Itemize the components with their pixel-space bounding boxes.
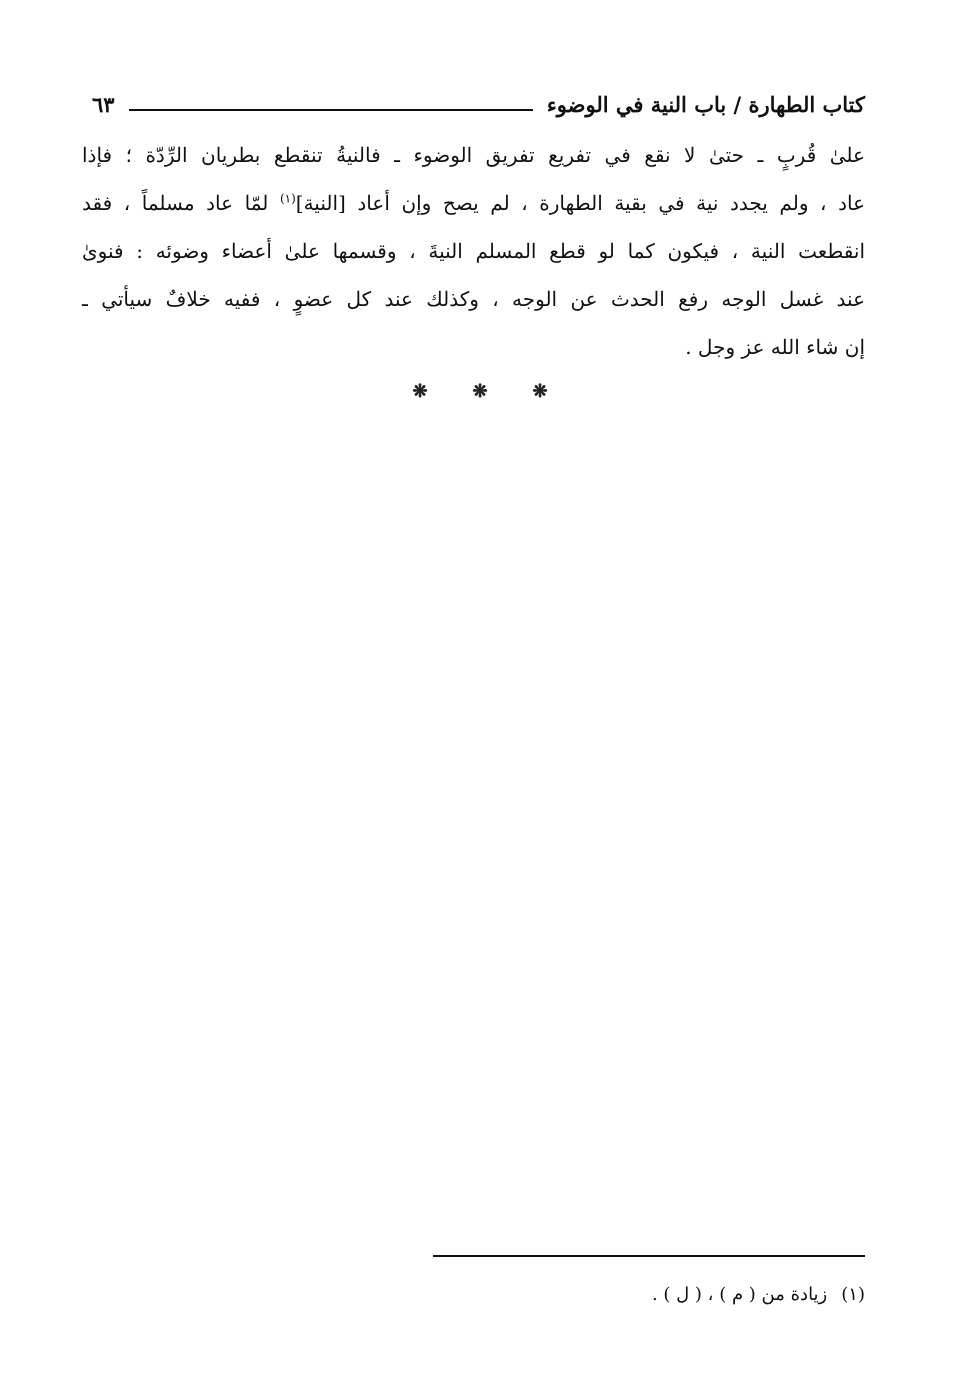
separator-star-icon: ❋ bbox=[472, 380, 488, 402]
body-line-3: انقطعت النية ، فيكون كما لو قطع المسلم النيةَ ، وقسمها علىٰ أعضاء وضوئه : فنوىٰ bbox=[82, 239, 865, 263]
body-line-2-tail: لمّا عاد مسلماً ، فقد bbox=[82, 191, 280, 215]
section-separator bbox=[405, 376, 555, 406]
body-paragraph bbox=[82, 131, 865, 371]
running-header bbox=[92, 84, 865, 124]
footnote-reference[interactable]: (١) bbox=[279, 191, 296, 206]
header-title: كتاب الطهارة / باب النية في الوضوء bbox=[546, 91, 865, 117]
footnote-number: (١) bbox=[841, 1284, 865, 1305]
page-number: ٦٣ bbox=[92, 91, 115, 117]
body-line-2-text: عاد ، ولم يجدد نية في بقية الطهارة ، لم يصح وإن أعاد [النية] bbox=[295, 191, 866, 215]
header-rule bbox=[129, 109, 533, 111]
body-line-4: عند غسل الوجه رفع الحدث عن الوجه ، وكذلك عند كل عضوٍ ، ففيه خلافٌ سيأتي ـ bbox=[82, 287, 865, 311]
body-line-2 bbox=[82, 179, 865, 227]
separator-star-icon: ❋ bbox=[412, 380, 428, 402]
body-line-1: علىٰ قُربٍ ـ حتىٰ لا نقع في تفريع تفريق الوضوء ـ فالنيةُ تنقطع بطريان الرِّدّة ؛ فإذا bbox=[82, 143, 865, 167]
separator-star-icon: ❋ bbox=[532, 380, 548, 402]
footnote-divider bbox=[433, 1255, 865, 1257]
footnote-text: زيادة من ( م ) ، ( ل ) . bbox=[651, 1284, 828, 1305]
footnote bbox=[500, 1284, 865, 1305]
body-line-5: إن شاء الله عز وجل . bbox=[685, 335, 865, 359]
